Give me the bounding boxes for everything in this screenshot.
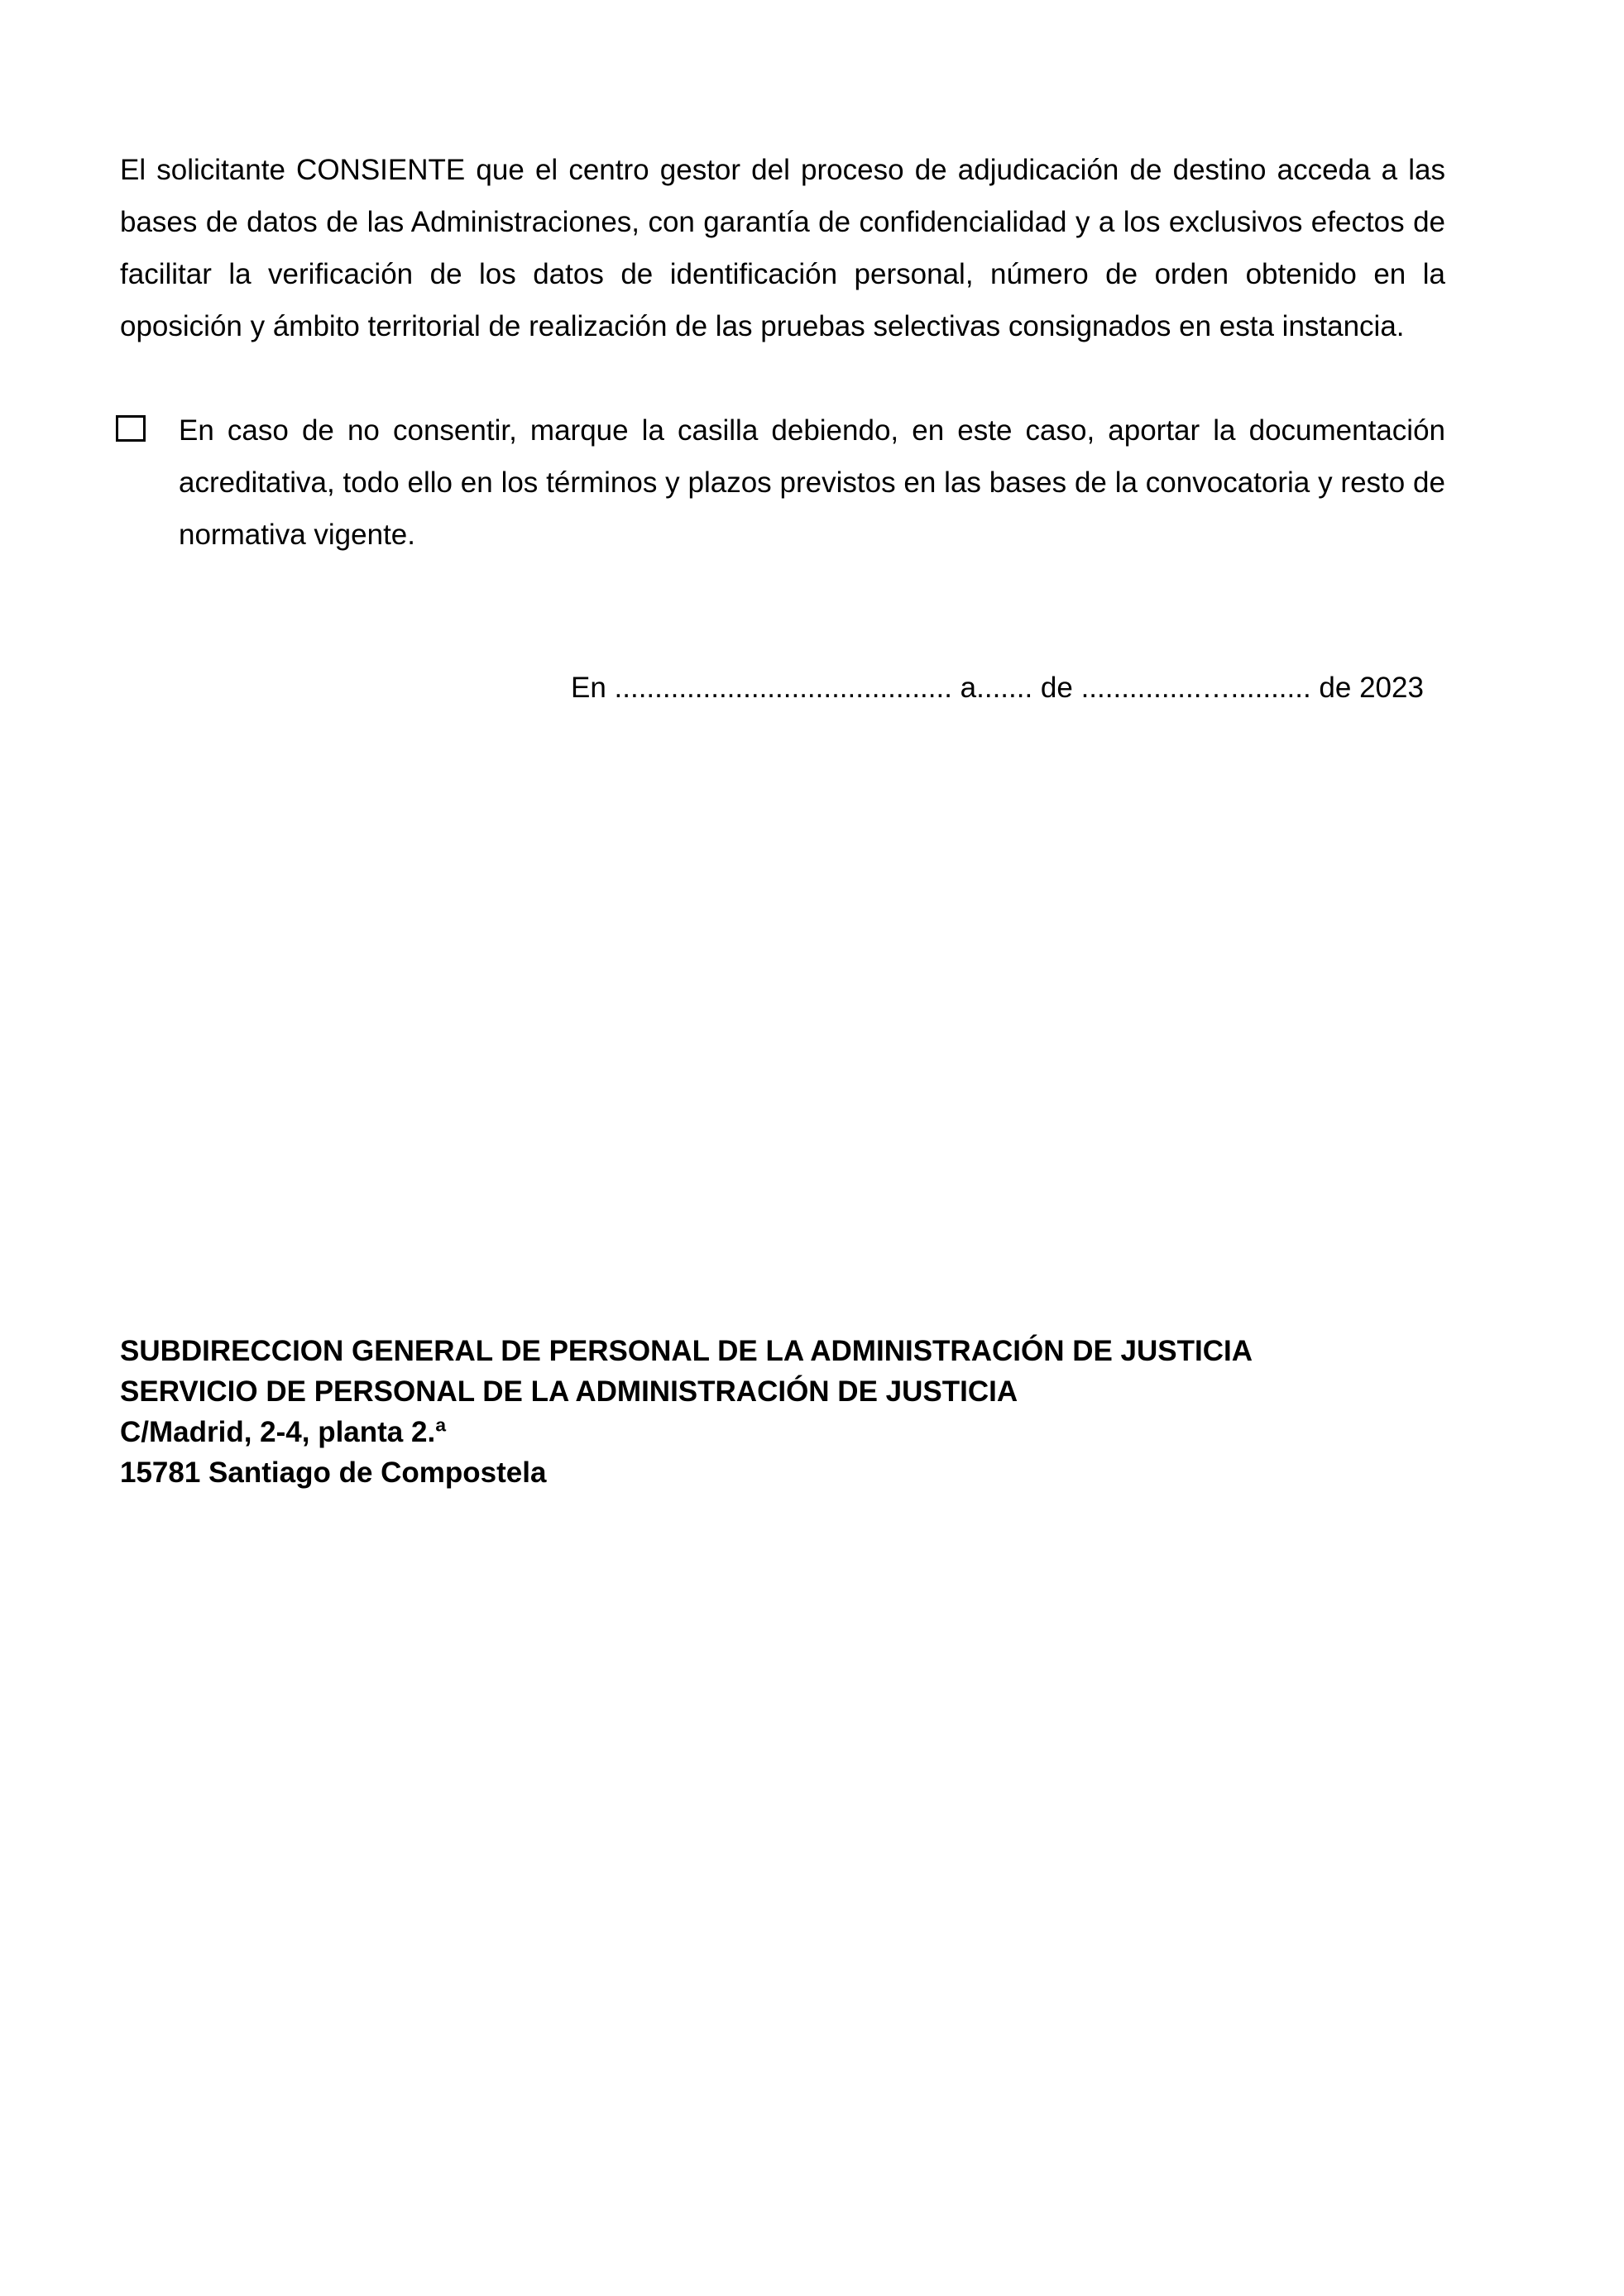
consent-paragraph: El solicitante CONSIENTE que el centro gestor del proceso de adjudicación de destino acceda a las bases de datos de las Administraciones, con garantía de confidencialidad y a los exclusivos efectos de facilitar la verificación de los datos de identificación personal, número de orden obtenido en la oposición y ámbito territorial de realización de las pruebas selectivas consignados en esta instancia. — [120, 154, 1445, 342]
address-line-department: SUBDIRECCION GENERAL DE PERSONAL DE LA ADMINISTRACIÓN DE JUSTICIA — [120, 1335, 1253, 1367]
address-line-service: SERVICIO DE PERSONAL DE LA ADMINISTRACIÓN DE JUSTICIA — [120, 1375, 1018, 1408]
opt-out-checkbox[interactable] — [116, 415, 146, 442]
opt-out-text: En caso de no consentir, marque la casilla debiendo, en este caso, aportar la documentación acreditativa, todo ello en los términos y plazos previstos en las bases de la convocatoria y resto de normativa vigente. — [179, 414, 1445, 551]
address-line-street: C/Madrid, 2-4, planta 2.ª — [120, 1416, 447, 1448]
address-line-city: 15781 Santiago de Compostela — [120, 1457, 547, 1489]
date-place-line: En .......................................... a....... de ...............….......... de 2023 — [571, 672, 1424, 704]
address-block — [120, 1331, 1253, 1493]
